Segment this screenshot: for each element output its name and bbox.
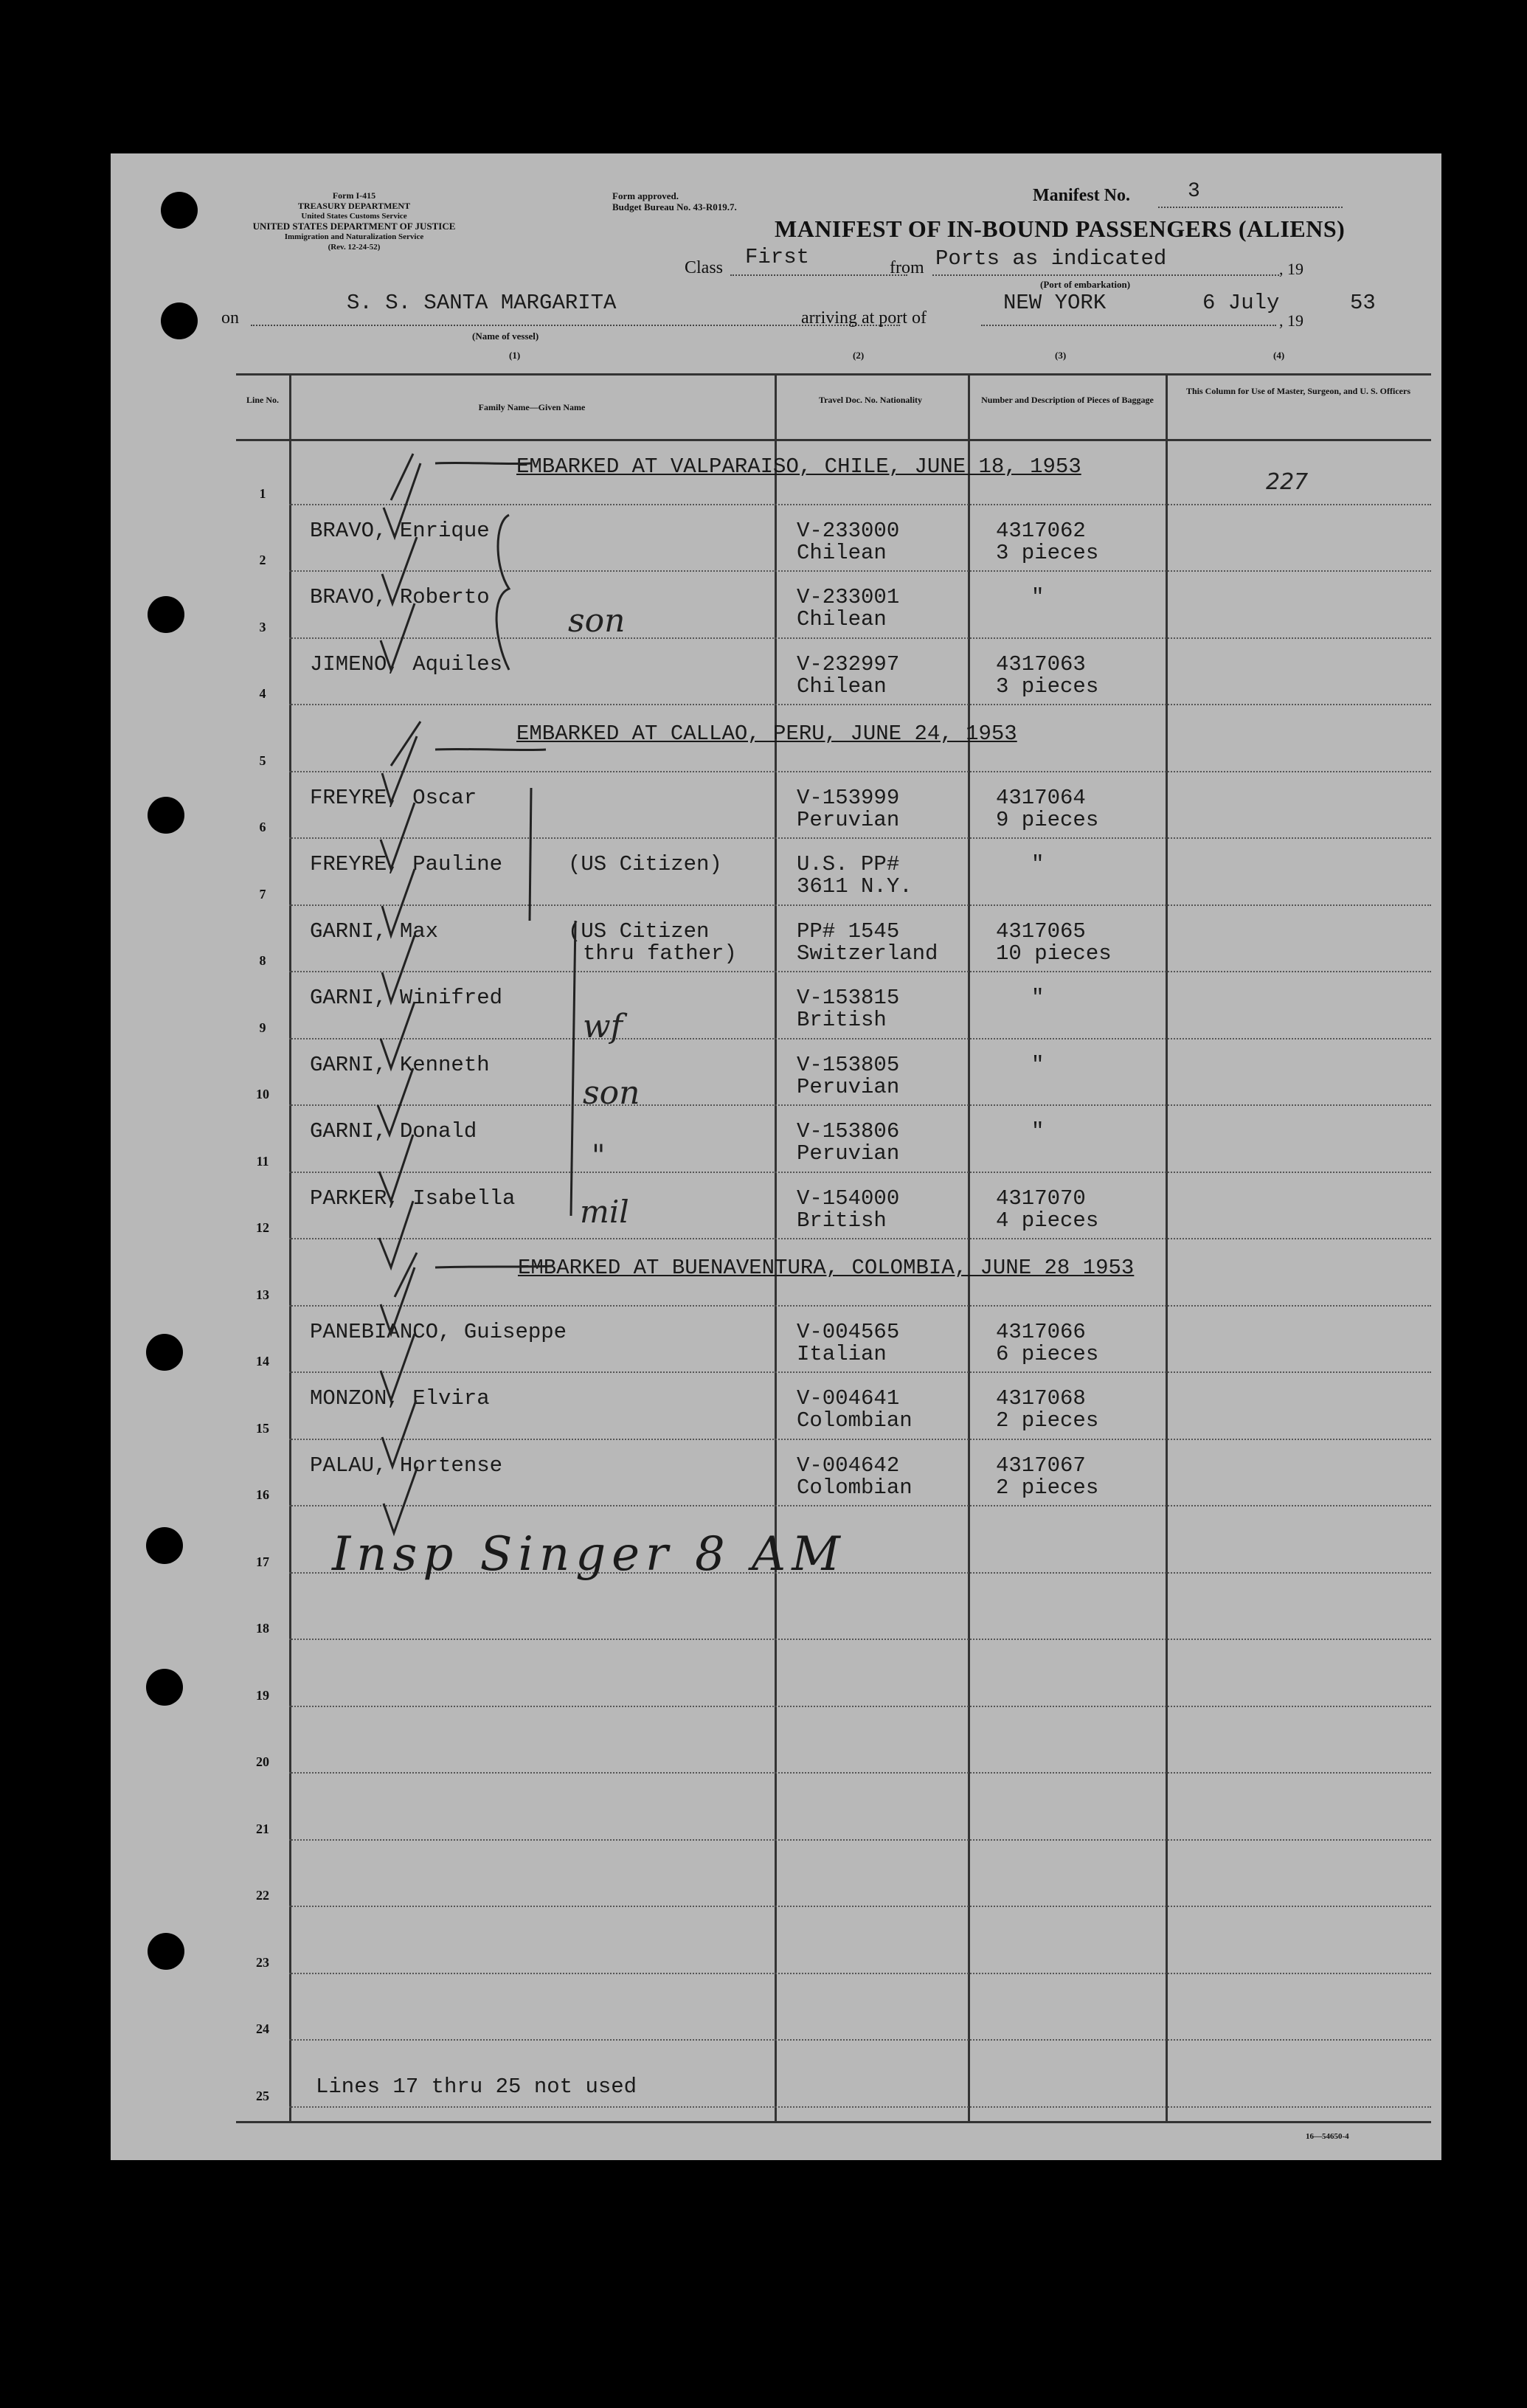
baggage-number: "	[1031, 1119, 1045, 1144]
vessel-name: S. S. SANTA MARGARITA	[347, 291, 617, 315]
travel-doc-number: V-004565	[797, 1319, 900, 1344]
rev-label: (Rev. 12-24-52)	[328, 243, 381, 252]
baggage-number: 4317070	[996, 1186, 1086, 1211]
binder-hole	[146, 1669, 183, 1706]
year-prefix-2: , 19	[1279, 311, 1303, 330]
line-number: 7	[259, 886, 266, 902]
baggage-pieces: 2 pieces	[996, 1475, 1099, 1500]
line-number: 13	[256, 1287, 269, 1302]
class-label: Class	[685, 258, 724, 277]
travel-doc-number: V-154000	[797, 1186, 900, 1211]
form-number: Form I-415	[332, 190, 376, 201]
nationality: Chilean	[797, 674, 887, 699]
baggage-number: 4317064	[996, 785, 1086, 810]
passenger-name: FREYRE, Pauline	[310, 852, 503, 876]
binder-hole	[146, 1527, 183, 1564]
print-code: 16—54650-4	[1306, 2132, 1349, 2141]
year-prefix-1: , 19	[1279, 260, 1303, 278]
line-number: 9	[259, 1020, 266, 1035]
ins-label: Immigration and Naturalization Service	[284, 232, 424, 241]
baggage-number: 4317067	[996, 1453, 1086, 1478]
baggage-pieces: 3 pieces	[996, 540, 1099, 565]
binder-hole	[161, 192, 198, 229]
line-number: 15	[256, 1420, 269, 1436]
line-number: 18	[256, 1621, 269, 1636]
line-number: 25	[256, 2088, 269, 2103]
line-number: 6	[259, 820, 266, 834]
passenger-name: PANEBIANCO, Guiseppe	[310, 1319, 567, 1344]
passenger-name: MONZON, Elvira	[310, 1386, 490, 1411]
travel-doc-number: V-153815	[797, 986, 900, 1010]
section-callao: EMBARKED AT CALLAO, PERU, JUNE 24, 1953	[516, 722, 1017, 746]
col2-number: (2)	[853, 350, 865, 361]
class-value: First	[745, 245, 810, 269]
year-prefix-1-text: 19	[1287, 260, 1303, 278]
footer-note: Lines 17 thru 25 not used	[316, 2075, 637, 2099]
nationality: Switzerland	[797, 941, 938, 966]
binder-hole	[146, 1334, 183, 1371]
manifest-sheet	[111, 153, 1441, 2160]
arrival-port: NEW YORK	[1003, 291, 1107, 315]
handwritten-son-1: son	[568, 602, 626, 640]
baggage-number: 4317066	[996, 1319, 1086, 1344]
line-number: 23	[256, 1954, 269, 1970]
line-number: 20	[256, 1754, 269, 1769]
nationality: Peruvian	[797, 1141, 900, 1166]
check-marks	[378, 463, 420, 1533]
manifest-number: 3	[1188, 180, 1200, 203]
baggage-pieces: 3 pieces	[996, 674, 1099, 699]
line-number: 12	[256, 1220, 269, 1235]
manifest-title: MANIFEST OF IN-BOUND PASSENGERS (ALIENS)	[775, 215, 1346, 242]
inspector-signature: Insp Singer 8 AM	[332, 1527, 846, 1582]
travel-doc-number: V-233000	[797, 518, 900, 543]
line-number: 2	[259, 553, 266, 567]
col-header-doc: Travel Doc. No. Nationality	[818, 395, 923, 405]
arrival-date: 6 July	[1202, 291, 1280, 315]
line-number: 21	[256, 1821, 269, 1836]
line-number: 1	[259, 485, 266, 501]
port-embarkation-label: (Port of embarkation)	[1040, 279, 1131, 290]
treasury-label: TREASURY DEPARTMENT	[297, 201, 411, 211]
passenger-name: JIMENO, Aquiles	[310, 651, 503, 677]
baggage-number: "	[1031, 1052, 1045, 1077]
line-number: 5	[259, 752, 266, 768]
line-number: 19	[256, 1687, 269, 1703]
baggage-pieces: 9 pieces	[996, 807, 1099, 832]
col-header-officers: This Column for Use of Master, Surgeon, and U. S. Officers	[1185, 386, 1410, 396]
handwritten-mil: mil	[580, 1194, 629, 1230]
nationality: Colombian	[797, 1475, 913, 1500]
binder-hole	[161, 302, 198, 339]
baggage-number: "	[1031, 852, 1045, 876]
nationality: Italian	[797, 1341, 887, 1366]
col1-number: (1)	[509, 350, 521, 361]
line-number: 10	[256, 1087, 269, 1101]
baggage-pieces: 10 pieces	[996, 941, 1112, 966]
passenger-name: FREYRE, Oscar	[310, 785, 477, 810]
col-header-baggage: Number and Description of Pieces of Baggage	[981, 395, 1154, 405]
citizenship-note: (US Citizen	[568, 918, 710, 944]
line-number: 16	[256, 1487, 269, 1502]
passenger-name: GARNI, Max	[310, 918, 439, 944]
line-number: 3	[259, 619, 266, 634]
handwriting-layer	[111, 153, 1441, 2160]
baggage-pieces: 6 pieces	[996, 1341, 1099, 1366]
binder-hole	[148, 1933, 184, 1970]
nationality: Chilean	[797, 607, 887, 632]
passenger-name: GARNI, Kenneth	[310, 1052, 490, 1077]
budget-label: Budget Bureau No. 43-R019.7.	[612, 201, 737, 212]
travel-doc-number: V-232997	[797, 651, 900, 677]
passenger-name: PARKER, Isabella	[310, 1186, 516, 1211]
binder-hole	[148, 797, 184, 834]
col4-number: (4)	[1273, 350, 1285, 361]
nationality: British	[797, 1008, 887, 1032]
section-buenaventura: EMBARKED AT BUENAVENTURA, COLOMBIA, JUNE 28 1953	[518, 1256, 1135, 1280]
handwritten-son-2: son	[583, 1074, 640, 1112]
customs-label: United States Customs Service	[301, 212, 407, 221]
binder-hole	[148, 596, 184, 633]
baggage-number: 4317068	[996, 1386, 1086, 1411]
handwritten-tick: "	[592, 1139, 606, 1173]
passenger-name: BRAVO, Enrique	[310, 518, 490, 543]
line-number: 4	[259, 686, 266, 701]
nationality: Peruvian	[797, 807, 900, 832]
line-number: 24	[256, 2021, 269, 2036]
baggage-number: "	[1031, 986, 1045, 1010]
baggage-pieces: 2 pieces	[996, 1408, 1099, 1433]
travel-doc-number: V-153999	[797, 785, 900, 810]
line-number: 11	[256, 1153, 269, 1169]
nationality: British	[797, 1208, 887, 1233]
line-number: 17	[256, 1554, 269, 1569]
travel-doc-number: V-153806	[797, 1119, 900, 1144]
handwritten-wf: wf	[583, 1008, 623, 1045]
baggage-number: "	[1031, 585, 1045, 609]
year-prefix-2-text: 19	[1287, 311, 1303, 330]
line-number: 8	[259, 953, 266, 968]
year-suffix: 53	[1350, 291, 1376, 315]
travel-doc-number: PP# 1545	[797, 918, 900, 944]
arriving-label: arriving at port of	[801, 308, 927, 328]
from-value: Ports as indicated	[935, 246, 1167, 271]
vessel-label: (Name of vessel)	[472, 331, 539, 342]
baggage-number: 4317063	[996, 651, 1086, 677]
col-header-line-no: Line No.	[246, 395, 279, 405]
officer-note: 227	[1266, 469, 1309, 495]
passenger-name: BRAVO, Roberto	[310, 585, 490, 609]
on-label: on	[221, 308, 239, 328]
col3-number: (3)	[1055, 350, 1067, 361]
from-label: from	[890, 258, 924, 277]
approved-label: Form approved.	[612, 190, 679, 201]
travel-doc-number: V-004642	[797, 1453, 900, 1478]
col-header-name: Family Name—Given Name	[478, 402, 586, 412]
line-number: 22	[256, 1888, 269, 1903]
travel-doc-number: V-153805	[797, 1052, 900, 1077]
citizenship-note-2: thru father)	[583, 941, 737, 966]
nationality: Chilean	[797, 540, 887, 565]
section-valparaiso: EMBARKED AT VALPARAISO, CHILE, JUNE 18, 1953	[516, 454, 1081, 479]
passenger-name: GARNI, Donald	[310, 1119, 477, 1144]
baggage-pieces: 4 pieces	[996, 1208, 1099, 1233]
passenger-name: PALAU, Hortense	[310, 1453, 503, 1478]
nationality: 3611 N.Y.	[797, 874, 913, 899]
travel-doc-number: V-004641	[797, 1386, 900, 1411]
baggage-number: 4317065	[996, 918, 1086, 944]
travel-doc-number: U.S. PP#	[797, 852, 900, 876]
travel-doc-number: V-233001	[797, 585, 900, 609]
baggage-number: 4317062	[996, 518, 1086, 543]
manifest-label: Manifest No.	[1033, 186, 1130, 205]
nationality: Peruvian	[797, 1074, 900, 1099]
nationality: Colombian	[797, 1408, 913, 1433]
passenger-name: GARNI, Winifred	[310, 986, 503, 1010]
justice-label: UNITED STATES DEPARTMENT OF JUSTICE	[252, 221, 456, 232]
citizenship-note: (US Citizen)	[568, 852, 722, 876]
line-number: 14	[256, 1354, 269, 1369]
